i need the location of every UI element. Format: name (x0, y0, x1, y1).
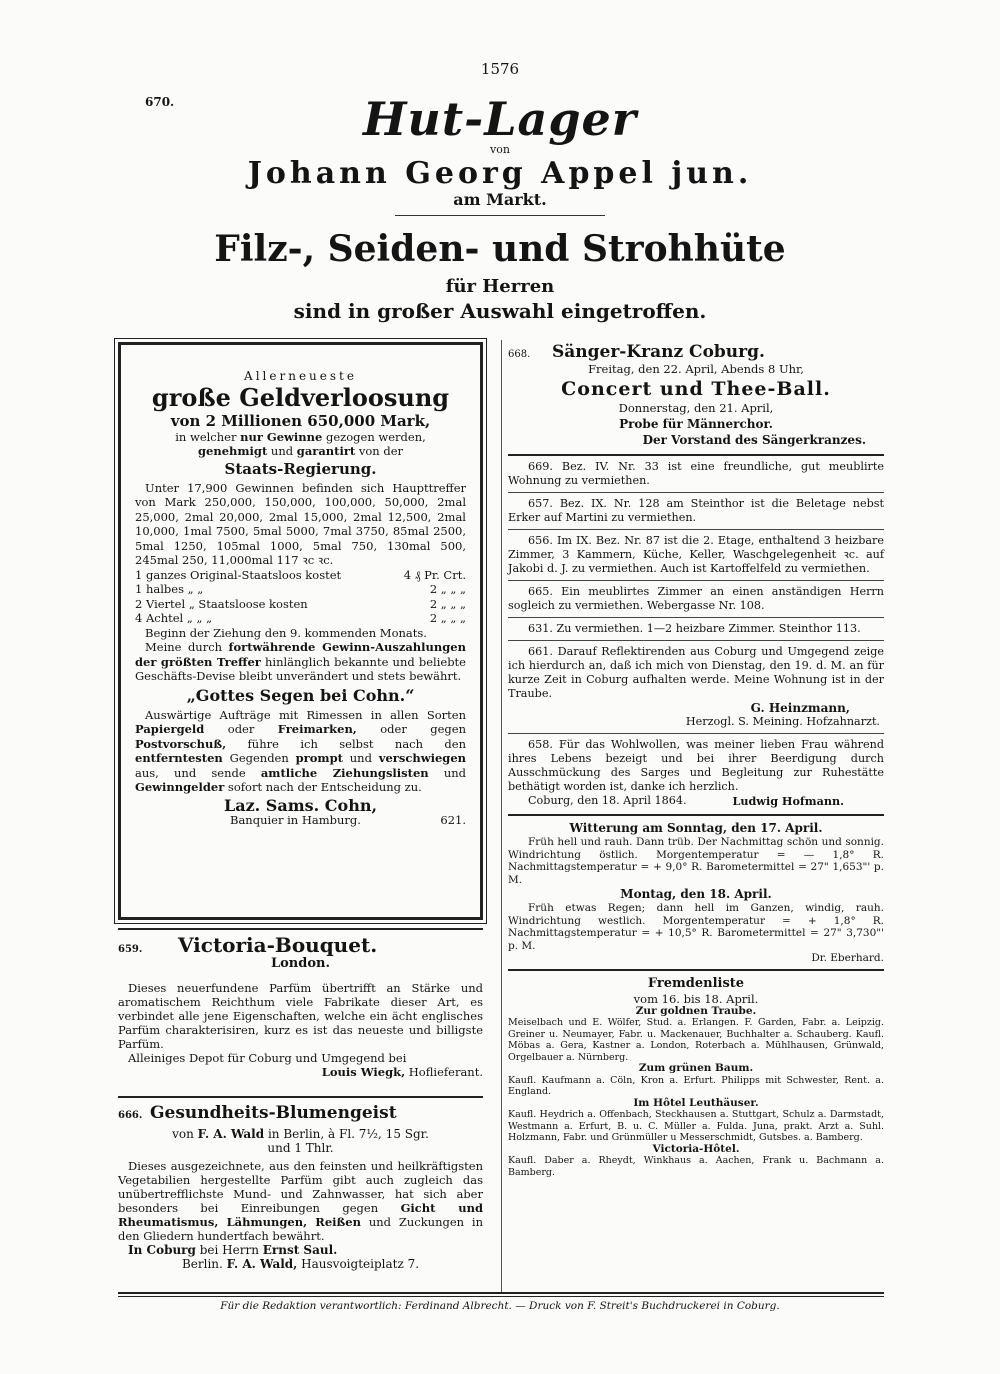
dentist-name: G. Heinzmann, (750, 701, 850, 715)
saenger-number: 668. (508, 349, 531, 360)
saenger-line3: Donnerstag, den 21. April, (618, 401, 774, 415)
lottery-line1: Allerneueste (244, 369, 357, 383)
small-ad: 657. Bez. IX. Nr. 128 am Steinthor ist die Beletage nebst Erker auf Martini zu vermiethen. (508, 497, 884, 524)
victoria-number: 659. (118, 944, 143, 955)
hut-lager-arrival: sind in großer Auswahl eingetroffen. (293, 299, 707, 323)
victoria-depot: Alleiniges Depot für Coburg und Umgegend bei (128, 1051, 407, 1065)
hotel-guests: Meiselbach und E. Wölfer, Stud. a. Erlangen. F. Garden, Fabr. a. Leipzig. Greiner u. Neumayer, Fabr. u. Mackenauer, Buchhalter a. Schauberg. Kaufl. Möbas a. Gera, Kastner a. London, Roterbach a. Mühlhausen, Grünwald, Orgelbauer a. Nürnberg. (508, 1017, 884, 1063)
lottery-signature-sub: Banquier in Hamburg. 621. (230, 813, 466, 827)
column-divider (501, 340, 502, 1293)
lottery-motto: „Gottes Segen bei Cohn.“ (186, 685, 415, 705)
thanks-name: Ludwig Hofmann. (732, 794, 844, 808)
victoria-seller-line: Louis Wiegk, Hoflieferant. (321, 1065, 483, 1079)
weather-title-sunday: Witterung am Sonntag, den 17. April. (569, 821, 823, 835)
bottom-rule-thin (118, 1296, 884, 1297)
blumengeist-line1: von F. A. Wald in Berlin, à Fl. 7½, 15 Sgr. (172, 1127, 429, 1141)
ticket-row: 4 Achtel „ „ „ 2 „ „ „ (135, 611, 466, 625)
guest-list-dates: vom 16. bis 18. April. (633, 991, 759, 1006)
saenger-line5: Der Vorstand des Sängerkranzes. (642, 433, 866, 447)
hut-lager-title: Hut-Lager (362, 92, 638, 146)
lottery-para1: Unter 17,900 Gewinnen befinden sich Haupttreffer von Mark 250,000, 150,000, 100,000, 50,000, 2mal 25,000, 2mal 20,000, 2mal 15,000, 2mal 12,500, 2mal 10,000, 1mal 7500, 5mal 5000, 7mal 3750, 85mal 2500, 5mal 1250, 105mal 1000, 5mal 750, 130mal 500, 245mal 250, 11,000mal 117 ꝛc ꝛc. (135, 480, 466, 567)
blumengeist-coburg: In Coburg bei Herrn Ernst Saul. (128, 1243, 338, 1257)
right-column (508, 340, 884, 1182)
weather-signature: Dr. Eberhard. (811, 952, 884, 964)
weather-text-monday: Früh etwas Regen; dann hell im Ganzen, windig, rauh. Windrichtung westlich. Morgentemperatur = + 1,8° R. Nachmittagstemperatur = + 10,5° R. Barometermittel = 27" 3,730"' p. M. (508, 902, 884, 952)
victoria-text: Dieses neuerfundene Parfüm übertrifft an Stärke und aromatischem Reichthum viele Fabrikate dieser Art, es verbindet alle jene Eigenschaften, welche ein ächt englisches Parfüm charakterisiren, kurz es ist das neueste und billigste Parfüm. (118, 981, 483, 1051)
saenger-line2: Concert und Thee-Ball. (561, 378, 831, 400)
hotel-guests: Kaufl. Kaufmann a. Cöln, Kron a. Erfurt. Philipps mit Schwester, Rent. a. England. (508, 1074, 884, 1097)
lottery-signature: Laz. Sams. Cohn, (223, 795, 378, 815)
ticket-row: 2 Viertel „ Staatsloose kosten 2 „ „ „ (135, 596, 466, 611)
lottery-line4: in welcher nur Gewinne gezogen werden, (175, 429, 426, 444)
saenger-line4: Probe für Männerchor. (619, 417, 773, 431)
lottery-tickets (135, 568, 466, 626)
hut-lager-location: am Markt. (453, 190, 547, 209)
lottery-para3: Meine durch fortwährende Gewinn-Auszahlungen der größten Treffer hinlänglich bekannte und beliebte Geschäfts-Devise bleibt unverändert und stets bewährt. (135, 640, 466, 683)
lottery-line2: große Geldverloosung (151, 382, 450, 412)
blumengeist-line2: und 1 Thlr. (267, 1141, 334, 1155)
saenger-ad (508, 340, 884, 448)
weather-report (508, 816, 884, 969)
ad-number-670: 670. (145, 95, 175, 109)
small-ad: 631. Zu vermiethen. 1—2 heizbare Zimmer. Steinthor 113. (528, 622, 861, 635)
victoria-title: Victoria-Bouquet. (178, 933, 378, 957)
hut-lager-for: für Herren (445, 276, 555, 297)
victoria-ad (118, 928, 483, 1079)
guest-list-title: Fremdenliste (647, 975, 745, 991)
small-ad: 656. Im IX. Bez. Nr. 87 ist die 2. Etage, enthaltend 3 heizbare Zimmer, 3 Kammern, Küche, Keller, Waschgelegenheit ꝛc. auf Jakobi d. J. zu vermiethen. Auch ist Kartoffelfeld zu vermiethen. (508, 534, 884, 575)
blumengeist-ad (118, 1096, 483, 1271)
header-rule (395, 215, 605, 216)
bottom-rule (118, 1292, 884, 1294)
hotel-name: Zur goldnen Traube. (635, 1004, 757, 1017)
victoria-city: London. (270, 956, 330, 971)
blumengeist-title: Gesundheits-Blumengeist (150, 1103, 397, 1123)
weather-text-sunday: Früh hell und rauh. Dann trüb. Der Nachmittag schön und sonnig. Windrichtung östlich. Morgentemperatur = — 1,8° R. Nachmittagstemperatur = + 9,0° R. Barometermittel = 27" 1,653"' p. M. (508, 836, 884, 886)
saenger-line1: Freitag, den 22. April, Abends 8 Uhr, (588, 362, 804, 376)
lottery-ad (118, 342, 483, 920)
hut-lager-product: Filz-, Seiden- und Strohhüte (214, 228, 786, 270)
hotel-name: Zum grünen Baum. (638, 1062, 754, 1074)
hotel-name: Im Hôtel Leuthäuser. (633, 1096, 759, 1109)
hut-lager-owner: Johann Georg Appel jun. (247, 156, 753, 191)
lottery-line6: Staats-Regierung. (224, 459, 377, 478)
hut-lager-von: von (490, 143, 510, 156)
dentist-title: Herzogl. S. Meining. Hofzahnarzt. (685, 715, 880, 728)
hotel-guests: Kaufl. Daber a. Rheydt, Winkhaus a. Aachen, Frank u. Bachmann a. Bamberg. (508, 1155, 884, 1178)
small-ad: 665. Ein meublirtes Zimmer an einen anständigen Herrn sogleich zu vermiethen. Webergasse Nr. 108. (508, 585, 884, 612)
lottery-line5: genehmigt und garantirt von der (197, 444, 404, 458)
small-ad: 669. Bez. IV. Nr. 33 ist eine freundliche, gut meublirte Wohnung zu vermiethen. (508, 460, 884, 487)
footer-imprint: Für die Redaktion verantwortlich: Ferdinand Albrecht. — Druck von F. Streit's Buchdruckerei in Coburg. (220, 1300, 780, 1312)
ticket-row: 1 ganzes Original-Staatsloos kostet 4 ₰ Pr. Crt. (135, 567, 466, 582)
ticket-row: 1 halbes „ „ 2 „ „ „ (135, 582, 466, 596)
lottery-para2: Beginn der Ziehung den 9. kommenden Monats. (145, 625, 427, 640)
hotel-name: Victoria-Hôtel. (652, 1142, 740, 1155)
weather-title-monday: Montag, den 18. April. (620, 887, 772, 901)
thanks-place: Coburg, den 18. April 1864. (528, 794, 687, 807)
blumengeist-berlin: Berlin. F. A. Wald, Hausvoigteiplatz 7. (181, 1257, 420, 1271)
blumengeist-number: 666. (118, 1110, 143, 1121)
lottery-line3: von 2 Millionen 650,000 Mark, (170, 411, 431, 430)
saenger-title: Sänger-Kranz Coburg. (552, 342, 765, 362)
lottery-para4: Auswärtige Aufträge mit Rimessen in allen Sorten Papiergeld oder Freimarken, oder gegen Postvorschuß, führe ich selbst nach den entferntesten Gegenden prompt und verschwiegen aus, und sende amtliche Ziehungslisten und Gewinngelder sofort nach der Entscheidung zu. (135, 707, 467, 794)
dentist-ad: 661. Darauf Reflektirenden aus Coburg und Umgegend zeige ich hierdurch an, daß ich mich von Dienstag, den 19. d. M. an für kurze Zeit in Coburg aufhalten werde. Meine Wohnung ist in der Traube. G. Heinzmann, Herzogl. S. Meining. Hofzahnarzt. (508, 645, 885, 728)
thanks-ad: 658. Für das Wohlwollen, was meiner lieben Frau während ihres Lebens bezeigt und bei ihrer Beerdigung durch Ausschmückung des Sarges und Begleitung zur Ruhestätte bethätigt worden ist, danke ich herzlich. Coburg, den 18. April 1864. Ludwig Hofmann. (508, 738, 884, 808)
blumengeist-text: Dieses ausgezeichnete, aus den feinsten und heilkräftigsten Vegetabilien hergestellte Parfüm gibt auch zugleich das unübertrefflichste Mund- und Zahnwasser, hat sich aber besonders bei Einreibungen gegen Gicht und Rheumatismus, Lähmungen, Reißen und Zuckungen in den Gliedern hundertfach bewährt. (118, 1159, 483, 1243)
hotel-guests: Kaufl. Heydrich a. Offenbach, Steckhausen a. Stuttgart, Schulz a. Darmstadt, Westmann a. Erfurt, B. u. C. Müller a. Fulda. Juna, prakt. Arzt a. Suhl. Holzmann, Fabr. und Grünmüller u Messerschmidt, Gutsbes. a. Bamberg. (508, 1109, 884, 1143)
guest-list (508, 971, 884, 1183)
page-number: 1576 (480, 60, 520, 78)
